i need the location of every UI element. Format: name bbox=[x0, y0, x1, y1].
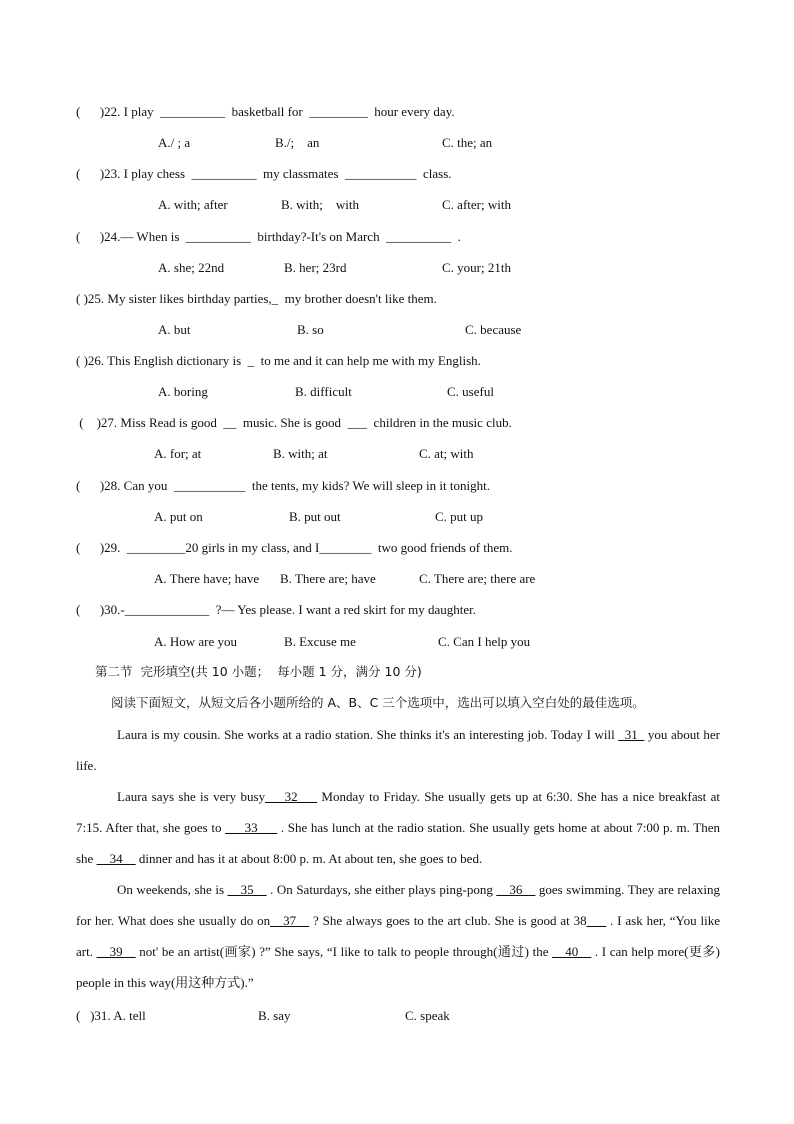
blank-33: ___33___ bbox=[225, 820, 278, 835]
question-25: ( )25. My sister likes birthday parties,_ my brother doesn't like them. bbox=[76, 291, 437, 306]
q30-option-a: A. How are you bbox=[154, 634, 238, 649]
blank-36: __36__ bbox=[496, 882, 536, 897]
blank-35: __35__ bbox=[227, 882, 267, 897]
q26-option-b: B. difficult bbox=[295, 384, 352, 399]
q25-option-b: B. so bbox=[297, 322, 324, 337]
q25-option-a: A. but bbox=[158, 322, 191, 337]
blank-31: _31_ bbox=[618, 727, 645, 742]
section-instruction: 阅读下面短文，从短文后各小题所给的 A、B、C 三个选项中，选出可以填入空白处的最佳选项。 bbox=[111, 695, 645, 710]
q26-option-a: A. boring bbox=[158, 384, 208, 399]
q28-option-c: C. put up bbox=[435, 509, 484, 524]
passage-paragraph-2: Laura says she is very busy___32___ Monday to Friday. She usually gets up at 6:30. She has a nice breakfast at 7:15. After that, she goes to ___33___ . She has lunch at the radio station. She usually gets home at about 7:00 p. m. Then she __34__ dinner and has it at about 8:00 p. m. At about ten, she goes to bed. bbox=[76, 789, 721, 866]
question-29: ( )29. _________20 girls in my class, and I________ two good friends of them. bbox=[76, 540, 513, 555]
q23-option-b: B. with; with bbox=[281, 197, 360, 212]
q28-option-a: A. put on bbox=[154, 509, 203, 524]
question-22: ( )22. I play __________ basketball for _________ hour every day. bbox=[76, 104, 455, 119]
blank-34: __34__ bbox=[96, 851, 136, 866]
question-26: ( )26. This English dictionary is _ to me and it can help me with my English. bbox=[76, 353, 481, 368]
q22-option-a: A./ ; a bbox=[158, 135, 191, 150]
passage-paragraph-3: On weekends, she is __35__ . On Saturdays, she either plays ping-pong __36__ goes swimming. They are relaxing for her. What does she usually do on__37__ ? She always goes to the art club. She is good at 38___ . I ask her, “You like art. __39__ not' be an artist(画家) ?” She says, “I like to talk to people through(通过) the __40__ . I can help more(更多) people in this way(用这种方式).” bbox=[76, 882, 721, 990]
q24-option-b: B. her; 23rd bbox=[284, 260, 347, 275]
question-27: ( )27. Miss Read is good __ music. She is good ___ children in the music club. bbox=[76, 415, 512, 430]
q24-option-a: A. she; 22nd bbox=[158, 260, 225, 275]
q23-option-a: A. with; after bbox=[158, 197, 228, 212]
question-23: ( )23. I play chess __________ my classmates ___________ class. bbox=[76, 166, 452, 181]
blank-37: __37__ bbox=[270, 913, 310, 928]
q27-option-b: B. with; at bbox=[273, 446, 328, 461]
question-30: ( )30.-_____________ ?— Yes please. I want a red skirt for my daughter. bbox=[76, 602, 477, 617]
q27-option-a: A. for; at bbox=[154, 446, 202, 461]
q27-option-c: C. at; with bbox=[419, 446, 474, 461]
q22-option-b: B./; an bbox=[275, 135, 320, 150]
q23-option-c: C. after; with bbox=[442, 197, 511, 212]
blank-39: __39__ bbox=[96, 944, 136, 959]
section-heading: 第二节 完形填空(共 10 小题； 每小题 1 分，满分 10 分) bbox=[95, 664, 422, 679]
q29-option-b: B. There are; have bbox=[280, 571, 376, 586]
q30-option-b: B. Excuse me bbox=[284, 634, 356, 649]
blank-38: ___ bbox=[586, 913, 607, 928]
question-24: ( )24.— When is __________ birthday?-It's on March __________ . bbox=[76, 229, 461, 244]
q22-option-c: C. the; an bbox=[442, 135, 493, 150]
q30-option-c: C. Can I help you bbox=[438, 634, 531, 649]
question-28: ( )28. Can you ___________ the tents, my kids? We will sleep in it tonight. bbox=[76, 478, 490, 493]
cloze-passage bbox=[76, 719, 720, 998]
blank-40: __40__ bbox=[552, 944, 592, 959]
blank-32: ___32___ bbox=[265, 789, 318, 804]
q29-option-a: A. There have; have bbox=[154, 571, 260, 586]
q29-option-c: C. There are; there are bbox=[419, 571, 536, 586]
passage-paragraph-1: Laura is my cousin. She works at a radio station. She thinks it's an interesting job. Today I will _31_ you about her life. bbox=[76, 727, 721, 773]
q24-option-c: C. your; 21th bbox=[442, 260, 511, 275]
q26-option-c: C. useful bbox=[447, 384, 494, 399]
q31-option-b: B. say bbox=[258, 1008, 291, 1023]
q25-option-c: C. because bbox=[465, 322, 522, 337]
q31-option-c: C. speak bbox=[405, 1008, 450, 1023]
q28-option-b: B. put out bbox=[289, 509, 341, 524]
question-31: ( )31. A. tell bbox=[76, 1008, 146, 1023]
